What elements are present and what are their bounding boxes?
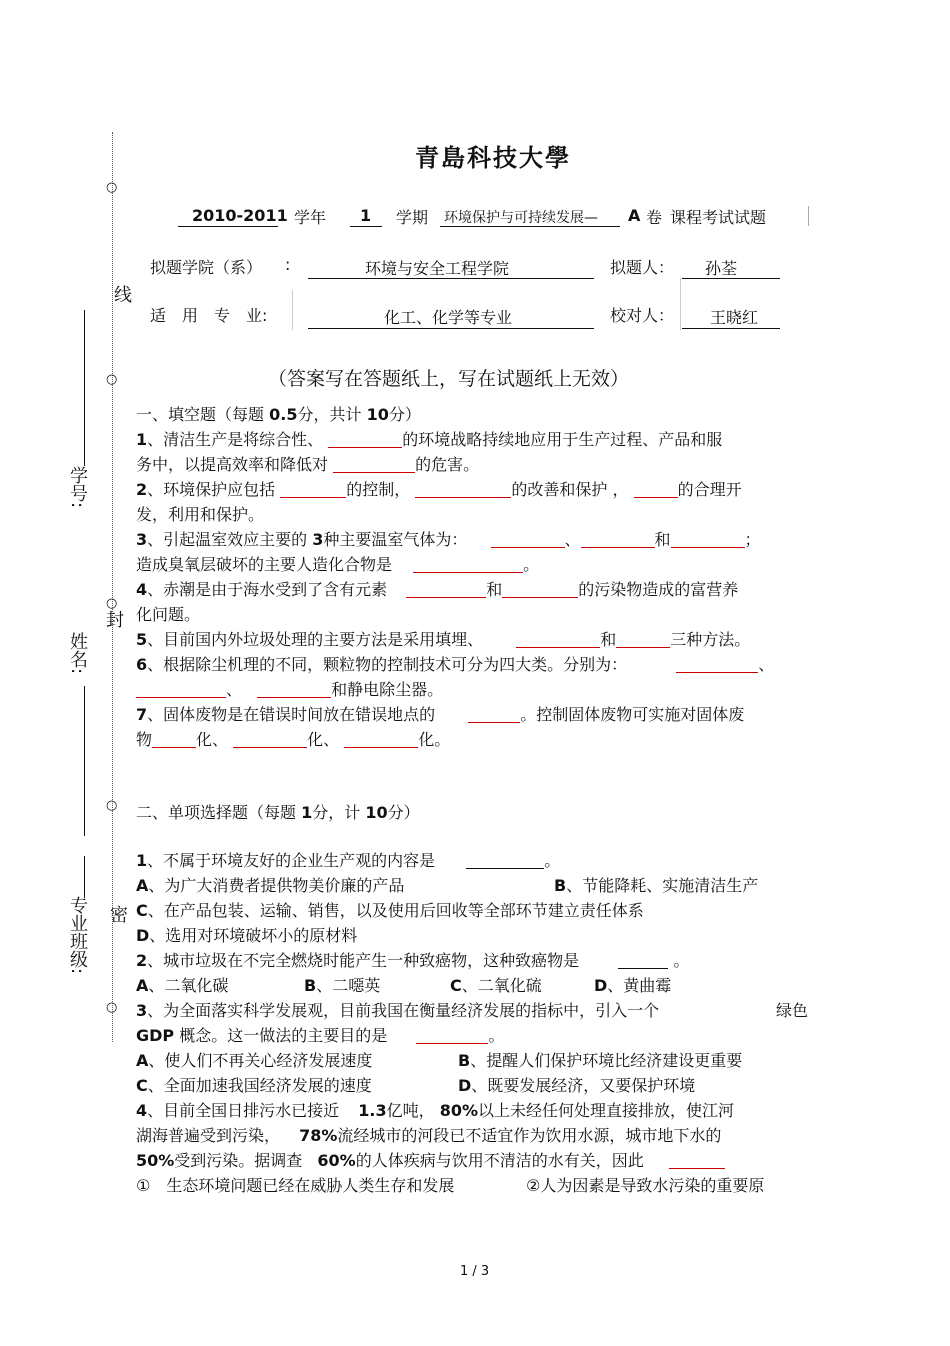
exam-header bbox=[0, 202, 950, 230]
s2-q1-options-ab: A、为广大消费者提供物美价廉的产品 B、节能降耗、实施清洁生产 bbox=[136, 876, 759, 895]
answer-blank[interactable] bbox=[616, 631, 670, 648]
binding-label-feng: 封 bbox=[103, 610, 124, 628]
author-label: 拟题人： bbox=[610, 258, 675, 277]
binding-circle: ○ bbox=[106, 1000, 118, 1015]
info-block bbox=[0, 250, 950, 340]
s2-question-2: 2、城市垃圾在不完全燃烧时能产生一种致癌物，这种致癌物是 。 bbox=[136, 951, 690, 970]
s1-question-7-cont: 物 化、 化、 化。 bbox=[136, 730, 451, 749]
s1-question-3: 3、引起温室效应主要的 3种主要温室气体为： 、 和 ； bbox=[136, 530, 761, 549]
class-field[interactable] bbox=[84, 856, 85, 898]
answer-blank[interactable] bbox=[634, 481, 678, 498]
answer-blank[interactable] bbox=[466, 852, 544, 869]
s2-q4-options: ① 生态环境问题已经在威胁人类生存和发展 ②人为因素是导致水污染的重要原 bbox=[136, 1176, 765, 1195]
answer-blank[interactable] bbox=[581, 531, 655, 548]
s1-question-1-cont: 务中，以提高效率和降低对 的危害。 bbox=[136, 455, 480, 474]
university-title: 青島科技大學 bbox=[415, 143, 571, 172]
s2-q3-options-ab: A、使人们不再关心经济发展速度 B、提醒人们保护环境比经济建设更重要 bbox=[136, 1051, 743, 1070]
s1-question-6: 6、根据除尘机理的不同，颗粒物的控制技术可分为四大类。分别为： 、 bbox=[136, 655, 775, 674]
binding-circle: ○ bbox=[106, 180, 118, 195]
author-value: 孙荃 bbox=[705, 259, 738, 278]
s2-q1-option-c: C、在产品包装、运输、销售，以及使用后回收等全部环节建立责任体系 bbox=[136, 901, 644, 920]
answer-blank[interactable] bbox=[415, 481, 511, 498]
answer-blank[interactable] bbox=[233, 731, 307, 748]
major-value: 化工、化学等专业 bbox=[384, 308, 513, 327]
answer-blank[interactable] bbox=[152, 731, 196, 748]
college-label: 拟题学院（系） bbox=[150, 258, 263, 277]
s1-question-2-cont: 发，利用和保护。 bbox=[136, 505, 265, 524]
answer-blank[interactable] bbox=[280, 481, 346, 498]
answer-blank[interactable] bbox=[502, 581, 578, 598]
exam-suffix: 课程考试试题 bbox=[670, 208, 767, 227]
year-label: 学年 bbox=[294, 208, 327, 227]
s1-question-1: 1、清洁生产是将综合性、 的环境战略持续地应用于生产过程、产品和服 bbox=[136, 430, 723, 449]
answer-blank[interactable] bbox=[333, 456, 415, 473]
answer-blank[interactable] bbox=[669, 1152, 725, 1169]
answer-blank[interactable] bbox=[406, 581, 486, 598]
major-label: 适 用 专 业: bbox=[150, 306, 268, 325]
answer-blank[interactable] bbox=[413, 556, 523, 573]
answer-blank[interactable] bbox=[516, 631, 600, 648]
checker-value: 王晓红 bbox=[710, 308, 759, 327]
answer-blank[interactable] bbox=[416, 1027, 488, 1044]
page-number: 1 / 3 bbox=[460, 1264, 490, 1279]
section2-title: 二、单项选择题（每题 1分，计 10分） bbox=[136, 803, 420, 822]
class-label: 专业班级: bbox=[67, 896, 88, 975]
name-label: 姓名: bbox=[67, 632, 88, 675]
s2-question-1: 1、不属于环境友好的企业生产观的内容是 。 bbox=[136, 851, 561, 870]
s1-question-6-cont: 、 和静电除尘器。 bbox=[136, 677, 443, 702]
s2-q2-options: A、二氧化碳 B、二噁英 C、二氧化硫 D、黄曲霉 bbox=[136, 976, 672, 995]
course-name: 环境保护与可持续发展— bbox=[444, 210, 598, 226]
answer-blank[interactable] bbox=[344, 731, 418, 748]
name-field[interactable] bbox=[84, 686, 85, 836]
s2-q3-options-cd: C、全面加速我国经济发展的速度 D、既要发展经济，又要保护环境 bbox=[136, 1076, 696, 1095]
answer-blank[interactable] bbox=[676, 656, 758, 673]
s1-question-4: 4、赤潮是由于海水受到了含有元素 和 的污染物造成的富营养 bbox=[136, 580, 739, 599]
binding-circle: ○ bbox=[106, 372, 118, 387]
s1-question-4-cont: 化问题。 bbox=[136, 605, 201, 624]
term-number: 1 bbox=[360, 206, 372, 225]
answer-blank[interactable] bbox=[257, 681, 331, 698]
answer-blank[interactable] bbox=[671, 531, 745, 548]
s1-question-2: 2、环境保护应包括 的控制， 的改善和保护 ， 的合理开 bbox=[136, 480, 742, 499]
binding-circle: ○ bbox=[106, 798, 118, 813]
s2-question-4-cont1: 湖海普遍受到污染， 78%流经城市的河段已不适宜作为饮用水源，城市地下水的 bbox=[136, 1126, 722, 1145]
paper-type: A bbox=[628, 206, 641, 225]
s2-question-4: 4、目前全国日排污水已接近 1.3亿吨， 80%以上未经任何处理直接排放，使江河 bbox=[136, 1101, 735, 1120]
answer-blank[interactable] bbox=[618, 952, 668, 969]
answer-blank[interactable] bbox=[136, 681, 226, 698]
academic-year: 2010-2011 bbox=[192, 206, 288, 225]
s2-q1-option-d: D、选用对环境破坏小的原材料 bbox=[136, 926, 358, 945]
answer-notice: （答案写在答题纸上，写在试题纸上无效） bbox=[268, 368, 630, 390]
paper-label: 卷 bbox=[646, 208, 663, 227]
college-value: 环境与安全工程学院 bbox=[365, 259, 510, 278]
checker-label: 校对人： bbox=[610, 306, 675, 325]
s2-question-3-cont: GDP 概念。这一做法的主要目的是 。 bbox=[136, 1026, 505, 1045]
student-id-label: 学号: bbox=[67, 466, 88, 509]
s1-question-7: 7、固体废物是在错误时间放在错误地点的 。控制固体废物可实施对固体废 bbox=[136, 705, 745, 724]
term-label: 学期 bbox=[396, 208, 429, 227]
s1-question-5: 5、目前国内外垃圾处理的主要方法是采用填埋、 和 三种方法。 bbox=[136, 630, 751, 649]
section1-title: 一、填空题（每题 0.5分，共计 10分） bbox=[136, 405, 421, 424]
answer-blank[interactable] bbox=[328, 431, 402, 448]
binding-label-xian: 线 bbox=[111, 285, 132, 303]
s2-question-4-cont2: 50%受到污染。据调查 60%的人体疾病与饮用不清洁的水有关，因此 bbox=[136, 1148, 725, 1173]
answer-blank[interactable] bbox=[468, 706, 520, 723]
s2-question-3: 3、为全面落实科学发展观，目前我国在衡量经济发展的指标中，引入一个 绿色 bbox=[136, 1001, 809, 1020]
college-colon: : bbox=[285, 255, 291, 274]
binding-label-mi: 密 bbox=[107, 905, 128, 923]
s1-question-3-cont: 造成臭氧层破坏的主要人造化合物是 。 bbox=[136, 555, 540, 574]
binding-circle: ○ bbox=[106, 596, 118, 611]
answer-blank[interactable] bbox=[491, 531, 565, 548]
